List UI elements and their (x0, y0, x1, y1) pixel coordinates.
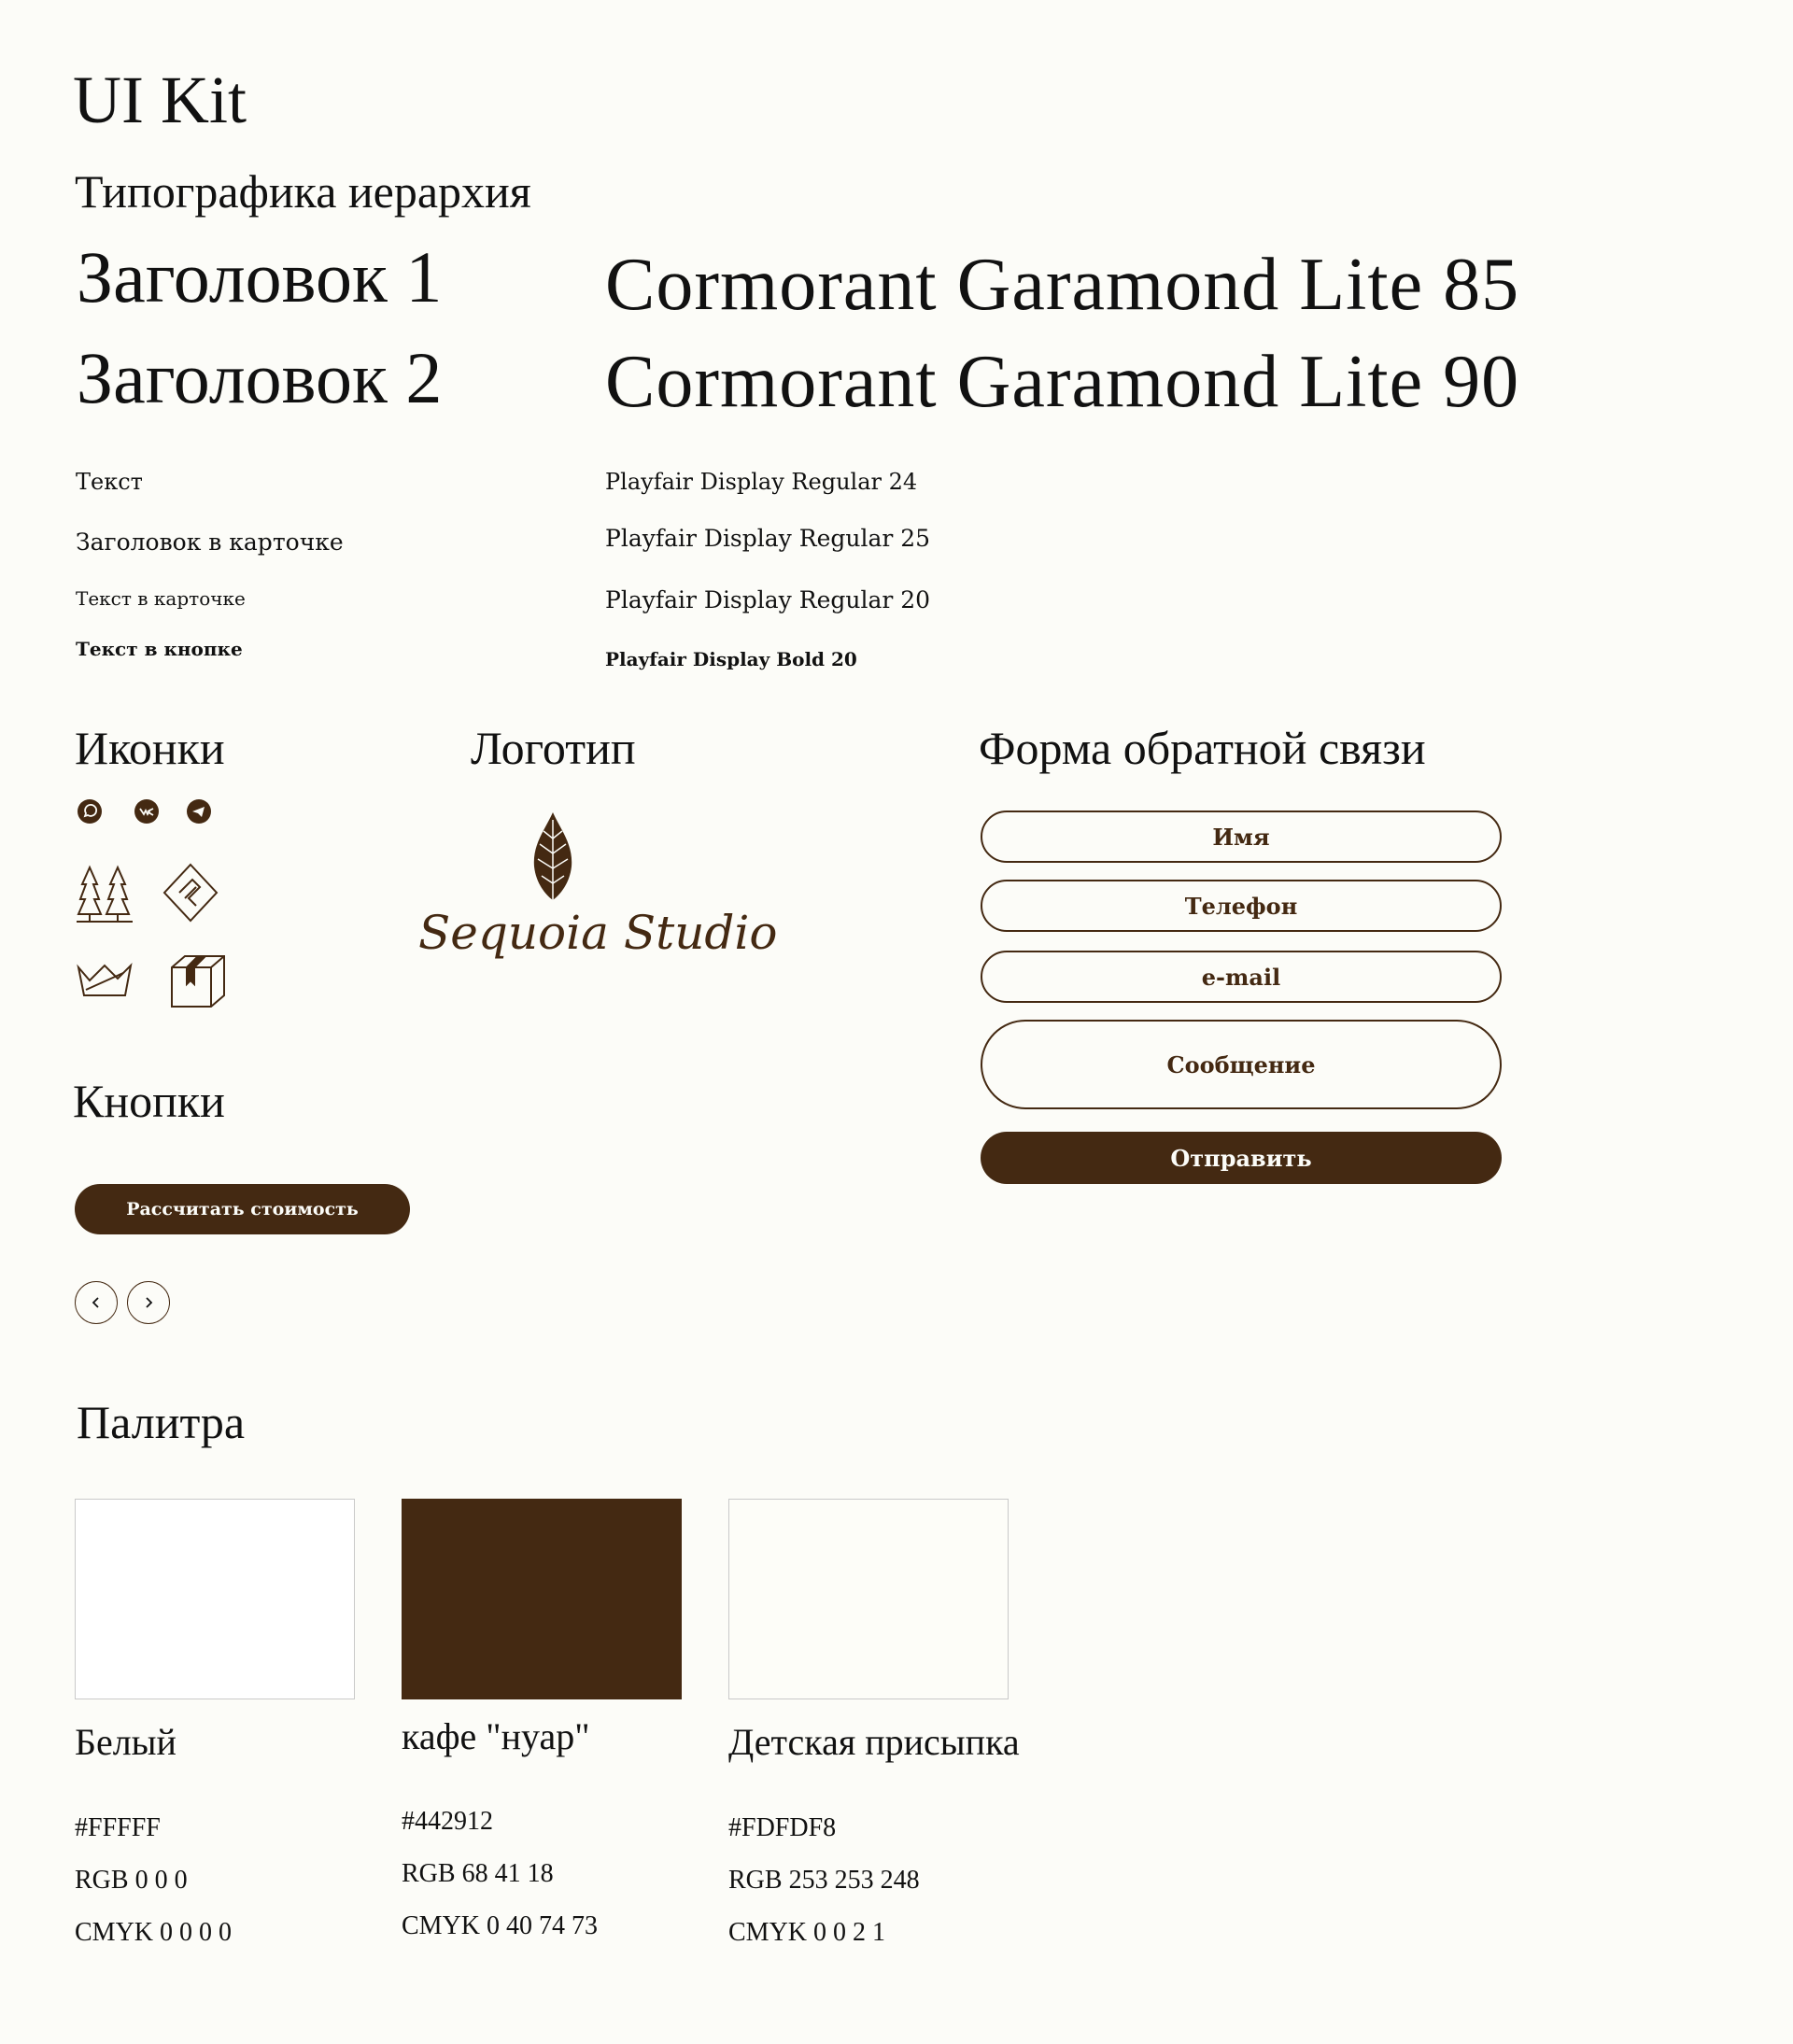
swatch-cafe-noir (402, 1499, 682, 1699)
heading-2-font-spec: Cormorant Garamond Lite 90 (605, 341, 1520, 423)
card-text-label: Текст в карточке (76, 587, 246, 610)
palette-hex-cafe-noir: #442912 (402, 1807, 493, 1836)
name-field[interactable] (981, 811, 1502, 863)
prev-arrow-button[interactable] (75, 1281, 118, 1324)
logo-wordmark: Sequoia Studio (418, 906, 778, 960)
phone-field-placeholder: Телефон (1184, 892, 1298, 920)
feedback-form-heading: Форма обратной связи (979, 722, 1426, 774)
swatch-baby-powder (728, 1499, 1009, 1699)
icons-heading: Иконки (75, 722, 225, 774)
trees-icon (75, 864, 134, 927)
palette-rgb-cafe-noir: RGB 68 41 18 (402, 1859, 554, 1888)
name-field-placeholder: Имя (1212, 823, 1270, 851)
vk-icon[interactable] (134, 798, 160, 828)
palette-rgb-white: RGB 0 0 0 (75, 1866, 188, 1895)
swatch-white (75, 1499, 355, 1699)
telegram-icon[interactable] (186, 798, 212, 828)
message-field-placeholder: Сообщение (1166, 1050, 1316, 1078)
submit-button-label: Отправить (1170, 1144, 1312, 1172)
button-text-spec: Playfair Display Bold 20 (605, 648, 857, 670)
calculate-cost-button[interactable] (75, 1184, 410, 1234)
calculate-cost-label: Рассчитать стоимость (126, 1199, 359, 1219)
card-text-spec: Playfair Display Regular 20 (605, 586, 931, 613)
text-sample-label: Текст (76, 469, 143, 495)
box-icon (168, 952, 228, 1014)
layers-icon (161, 861, 220, 930)
palette-hex-white: #FFFFF (75, 1813, 161, 1842)
crown-icon (77, 960, 133, 1005)
heading-1-sample: Заголовок 1 (77, 236, 443, 317)
card-heading-label: Заголовок в карточке (76, 529, 344, 556)
card-heading-spec: Playfair Display Regular 25 (605, 525, 931, 552)
phone-field[interactable] (981, 880, 1502, 932)
submit-button[interactable] (981, 1132, 1502, 1184)
button-text-label: Текст в кнопке (76, 638, 243, 660)
message-field[interactable] (981, 1020, 1502, 1109)
page-title: UI Kit (73, 63, 247, 137)
palette-heading: Палитра (77, 1396, 246, 1448)
buttons-heading: Кнопки (73, 1075, 225, 1127)
heading-1-font-spec: Cormorant Garamond Lite 85 (605, 244, 1520, 326)
email-field-placeholder: e-mail (1201, 963, 1281, 991)
typography-heading: Типографика иерархия (75, 165, 531, 218)
palette-hex-baby-powder: #FDFDF8 (728, 1813, 837, 1842)
palette-name-white: Белый (75, 1721, 176, 1763)
next-arrow-button[interactable] (127, 1281, 170, 1324)
logo-heading: Логотип (471, 722, 636, 774)
whatsapp-icon[interactable] (77, 798, 103, 828)
sequoia-leaf-logo-icon (529, 811, 577, 911)
heading-2-sample: Заголовок 2 (77, 337, 443, 418)
palette-rgb-baby-powder: RGB 253 253 248 (728, 1866, 920, 1895)
palette-cmyk-white: CMYK 0 0 0 0 (75, 1918, 233, 1947)
chevron-right-icon (142, 1296, 155, 1309)
palette-cmyk-baby-powder: CMYK 0 0 2 1 (728, 1918, 886, 1947)
email-field[interactable] (981, 951, 1502, 1003)
palette-name-cafe-noir: кафе "нуар" (402, 1715, 590, 1757)
chevron-left-icon (90, 1296, 103, 1309)
palette-name-baby-powder: Детская присыпка (728, 1721, 1020, 1763)
palette-cmyk-cafe-noir: CMYK 0 40 74 73 (402, 1911, 599, 1940)
text-sample-spec: Playfair Display Regular 24 (605, 469, 918, 495)
